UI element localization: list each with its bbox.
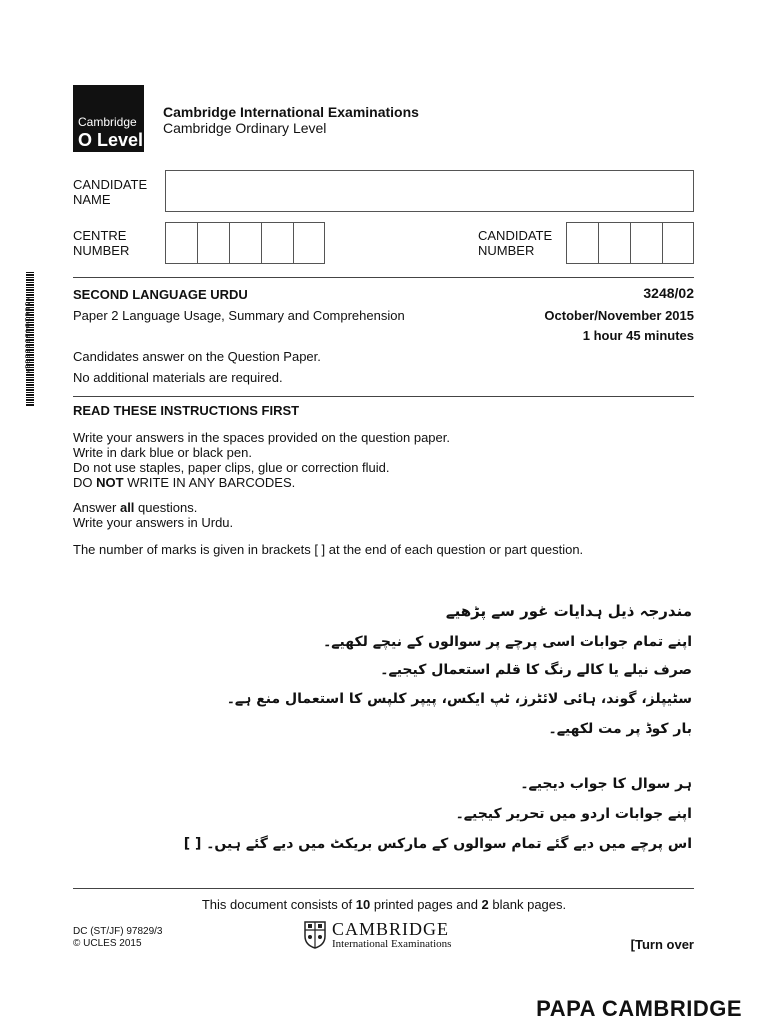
urdu-line: سٹیپلز، گوند، ہائی لائٹرز، ٹپ ایکس، پیپر کلپس کا استعمال منع ہے۔	[226, 691, 692, 707]
digit-box[interactable]	[197, 222, 229, 264]
crest-icon	[304, 921, 326, 949]
page-count-note	[0, 897, 768, 912]
divider	[73, 396, 694, 397]
digit-box[interactable]	[293, 222, 325, 264]
cambridge-name: CAMBRIDGE	[332, 919, 450, 939]
urdu-line: اپنے تمام جوابات اسی پرچے پر سوالوں کے نیچے لکھیے۔	[323, 634, 692, 650]
instruction-line	[73, 500, 233, 515]
emphasis: all	[119, 500, 135, 515]
watermark: PAPA CAMBRIDGE	[536, 996, 742, 1021]
candidate-name-field[interactable]	[165, 170, 694, 212]
centre-number-boxes[interactable]	[165, 222, 325, 264]
text: questions.	[134, 500, 198, 515]
label-line: CENTRE	[73, 228, 127, 243]
digit-box[interactable]	[566, 222, 598, 264]
urdu-line: ہر سوال کا جواب دیجیے۔	[520, 776, 692, 792]
urdu-heading: مندرجہ ذیل ہدایات غور سے پڑھیے	[445, 602, 692, 620]
cambridge-wordmark	[332, 920, 451, 950]
exam-board: Cambridge International Examinations	[163, 104, 419, 120]
instruction-line: Do not use staples, paper clips, glue or correction fluid.	[73, 460, 390, 475]
label-line: NUMBER	[478, 243, 535, 258]
label-line: NAME	[73, 192, 111, 207]
paper-code: 3248/02	[643, 285, 694, 301]
urdu-line: اس پرچے میں دیے گئے تمام سوالوں کے مارکس بریکٹ میں دیے گئے ہیں۔ [ ]	[183, 836, 692, 852]
subject-title: SECOND LANGUAGE URDU	[73, 287, 248, 302]
label-line: CANDIDATE	[73, 177, 148, 192]
label-line: NUMBER	[73, 243, 130, 258]
candidate-number-boxes[interactable]	[566, 222, 694, 264]
materials-note: No additional materials are required.	[73, 370, 283, 385]
emphasis: NOT	[96, 475, 124, 490]
candidate-number-label	[478, 228, 552, 258]
digit-box[interactable]	[662, 222, 694, 264]
digit-box[interactable]	[630, 222, 662, 264]
marks-note: The number of marks is given in brackets [ ] at the end of each question or part question.	[73, 542, 584, 557]
instruction-line: Write your answers in Urdu.	[73, 515, 234, 530]
instruction-line	[73, 475, 450, 490]
footer-ref	[73, 926, 162, 950]
barcode-digits: *5062045693308*	[23, 296, 31, 376]
exam-session: October/November 2015	[544, 308, 694, 323]
digit-box[interactable]	[598, 222, 630, 264]
answer-block	[73, 500, 233, 530]
exam-duration: 1 hour 45 minutes	[582, 328, 694, 343]
centre-number-label	[73, 228, 129, 258]
candidate-note: Candidates answer on the Question Paper.	[73, 349, 321, 364]
text: DO	[73, 475, 97, 490]
urdu-line: اپنے جوابات اردو میں تحریر کیجیے۔	[455, 806, 692, 822]
logo-line1: Cambridge	[78, 115, 137, 129]
logo-line2: O Level	[78, 130, 144, 150]
text: printed pages and	[370, 897, 482, 912]
digit-box[interactable]	[165, 222, 197, 264]
instructions-block	[73, 430, 450, 490]
text: This document consists of	[201, 897, 356, 912]
instructions-heading: READ THESE INSTRUCTIONS FIRST	[73, 403, 300, 418]
urdu-line: بار کوڈ پر مت لکھیے۔	[548, 721, 692, 737]
digit-box[interactable]	[229, 222, 261, 264]
paper-title: Paper 2 Language Usage, Summary and Comprehension	[73, 308, 405, 323]
candidate-name-label	[73, 177, 147, 207]
divider	[73, 888, 694, 889]
urdu-line: صرف نیلے یا کالے رنگ کا قلم استعمال کیجیے۔	[380, 662, 692, 678]
text: WRITE IN ANY BARCODES.	[123, 475, 296, 490]
instruction-line: Write your answers in the spaces provided on the question paper.	[73, 430, 450, 445]
cambridge-o-level-logo	[73, 85, 144, 152]
exam-level: Cambridge Ordinary Level	[163, 120, 327, 136]
blank-pages: 2	[481, 897, 489, 912]
cambridge-logo	[304, 920, 451, 950]
divider	[73, 277, 694, 278]
doc-ref: DC (ST/JF) 97829/3	[73, 926, 163, 937]
cambridge-sub: International Examinations	[332, 938, 452, 950]
copyright: © UCLES 2015	[73, 938, 142, 949]
printed-pages: 10	[355, 897, 371, 912]
digit-box[interactable]	[261, 222, 293, 264]
text: Answer	[73, 500, 120, 515]
label-line: CANDIDATE	[478, 228, 553, 243]
turn-over: [Turn over	[630, 937, 694, 952]
barcode	[20, 272, 34, 406]
instruction-line: Write in dark blue or black pen.	[73, 445, 252, 460]
text: blank pages.	[488, 897, 567, 912]
